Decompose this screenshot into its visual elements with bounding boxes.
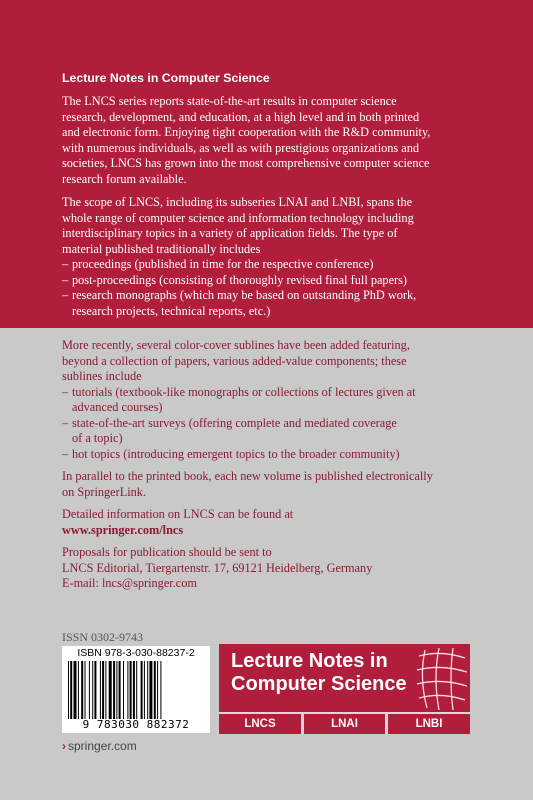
lncs-website-link[interactable]: www.springer.com/lncs [62, 522, 184, 537]
publisher-link[interactable] [62, 739, 137, 753]
barcode-bar [123, 661, 124, 719]
logo-tab-lnbi: LNBI [388, 714, 470, 734]
intro-line-3: and electronic form. Enjoying tight cooperation with the R&D community, [62, 125, 431, 139]
isbn-barcode [62, 646, 210, 733]
sublines-line-3: sublines include [62, 369, 142, 383]
scope-line-3: interdisciplinary topics in a variety of application fields. The type of [62, 226, 398, 240]
ebook-line-2: on SpringerLink. [62, 484, 147, 499]
barcode-bars [66, 661, 206, 719]
info-line: Detailed information on LNCS can be found at [62, 507, 294, 521]
logo-title [231, 650, 407, 696]
isbn-digits: 9 783030 882372 [82, 718, 190, 731]
chevron-right-icon: › [62, 739, 66, 753]
barcode-bar [127, 661, 128, 719]
top-panel: Lecture Notes in Computer Science The LNCS series reports state-of-the-art results in computer science research, development, and education, at a high level and in both printed and electronic form. Enjoying tight cooperation with the R&D community, with numerous individuals, as well as with prestigious organizations and societies, LNCS has grown into the most comprehensive computer science research forum available. The scope of LNCS, including its subseries LNAI and LNBI, spans the whole range of computer science and information technology including interdisciplinary topics in a variety of application fields. The type of material published traditionally includes – proceedings (published in time for the respective conference) – post-proceedings (consisting of thoroughly revised final full papers) – research monographs (which may be based on outstanding PhD work, research projects, technical reports, etc.) [0, 0, 533, 328]
sublines-line-2: beyond a collection of papers, various added-value components; these [62, 353, 407, 368]
barcode-bar [85, 661, 86, 719]
barcode-bar [105, 661, 106, 719]
issn-label: ISSN 0302-9743 [62, 630, 144, 644]
barcode-bar [113, 661, 115, 719]
barcode-bar [149, 661, 152, 719]
barcode-bar [94, 661, 96, 719]
globe-icon [415, 648, 467, 710]
intro-line-2: research, development, and education, at a high level and in both printed [62, 109, 420, 124]
barcode-bar [116, 661, 117, 719]
scope-line-1: The scope of LNCS, including its subseries LNAI and LNBI, spans the [62, 195, 413, 209]
barcode-bar [133, 661, 135, 719]
barcode-bar [100, 661, 101, 719]
intro-line-6: research forum available. [62, 171, 187, 186]
barcode-bar [141, 661, 143, 719]
logo-tab-lncs: LNCS [219, 714, 301, 734]
barcode-bar [144, 661, 145, 719]
barcode-bar [147, 661, 148, 719]
barcode-bar [68, 661, 69, 719]
barcode-bar [92, 661, 93, 719]
intro-line-1: The LNCS series reports state-of-the-art results in computer science [62, 94, 397, 108]
ebook-line-1: In parallel to the printed book, each new volume is published electronically [62, 469, 433, 483]
barcode-bar [74, 661, 77, 719]
sublines-line-1: More recently, several color-cover sublines have been added featuring, [62, 338, 410, 352]
barcode-bar [81, 661, 83, 719]
series-title: Lecture Notes in Computer Science [62, 71, 270, 85]
barcode-bar [119, 661, 121, 719]
barcode-bar [130, 661, 132, 719]
barcode-bar [157, 661, 158, 719]
publisher-label: springer.com [68, 739, 137, 753]
barcode-bar [70, 661, 72, 719]
barcode-bar [89, 661, 90, 719]
intro-line-4: with numerous individuals, as well as with prestigious organizations and [62, 140, 420, 155]
isbn-label: ISBN 978-3-030-88237-2 [77, 647, 195, 659]
email-line: E-mail: lncs@springer.com [62, 576, 197, 590]
proposals-line-2: LNCS Editorial, Tiergartenstr. 17, 69121 Heidelberg, Germany [62, 560, 373, 575]
scope-line-4: material published traditionally includes [62, 241, 261, 256]
proposals-line-1: Proposals for publication should be sent to [62, 545, 272, 559]
logo-tab-lnai: LNAI [304, 714, 385, 734]
barcode-bar [78, 661, 79, 719]
scope-line-2: whole range of computer science and information technology including [62, 210, 414, 225]
barcode-bar [160, 661, 161, 719]
logo-title-line-1: Lecture Notes in [231, 650, 388, 672]
lncs-logo [219, 644, 470, 734]
barcode-bar [154, 661, 156, 719]
logo-title-line-2: Computer Science [231, 673, 407, 695]
intro-line-5: societies, LNCS has grown into the most comprehensive computer science [62, 156, 430, 170]
barcode-bar [109, 661, 112, 719]
barcode-bar [102, 661, 104, 719]
barcode-bar [136, 661, 137, 719]
